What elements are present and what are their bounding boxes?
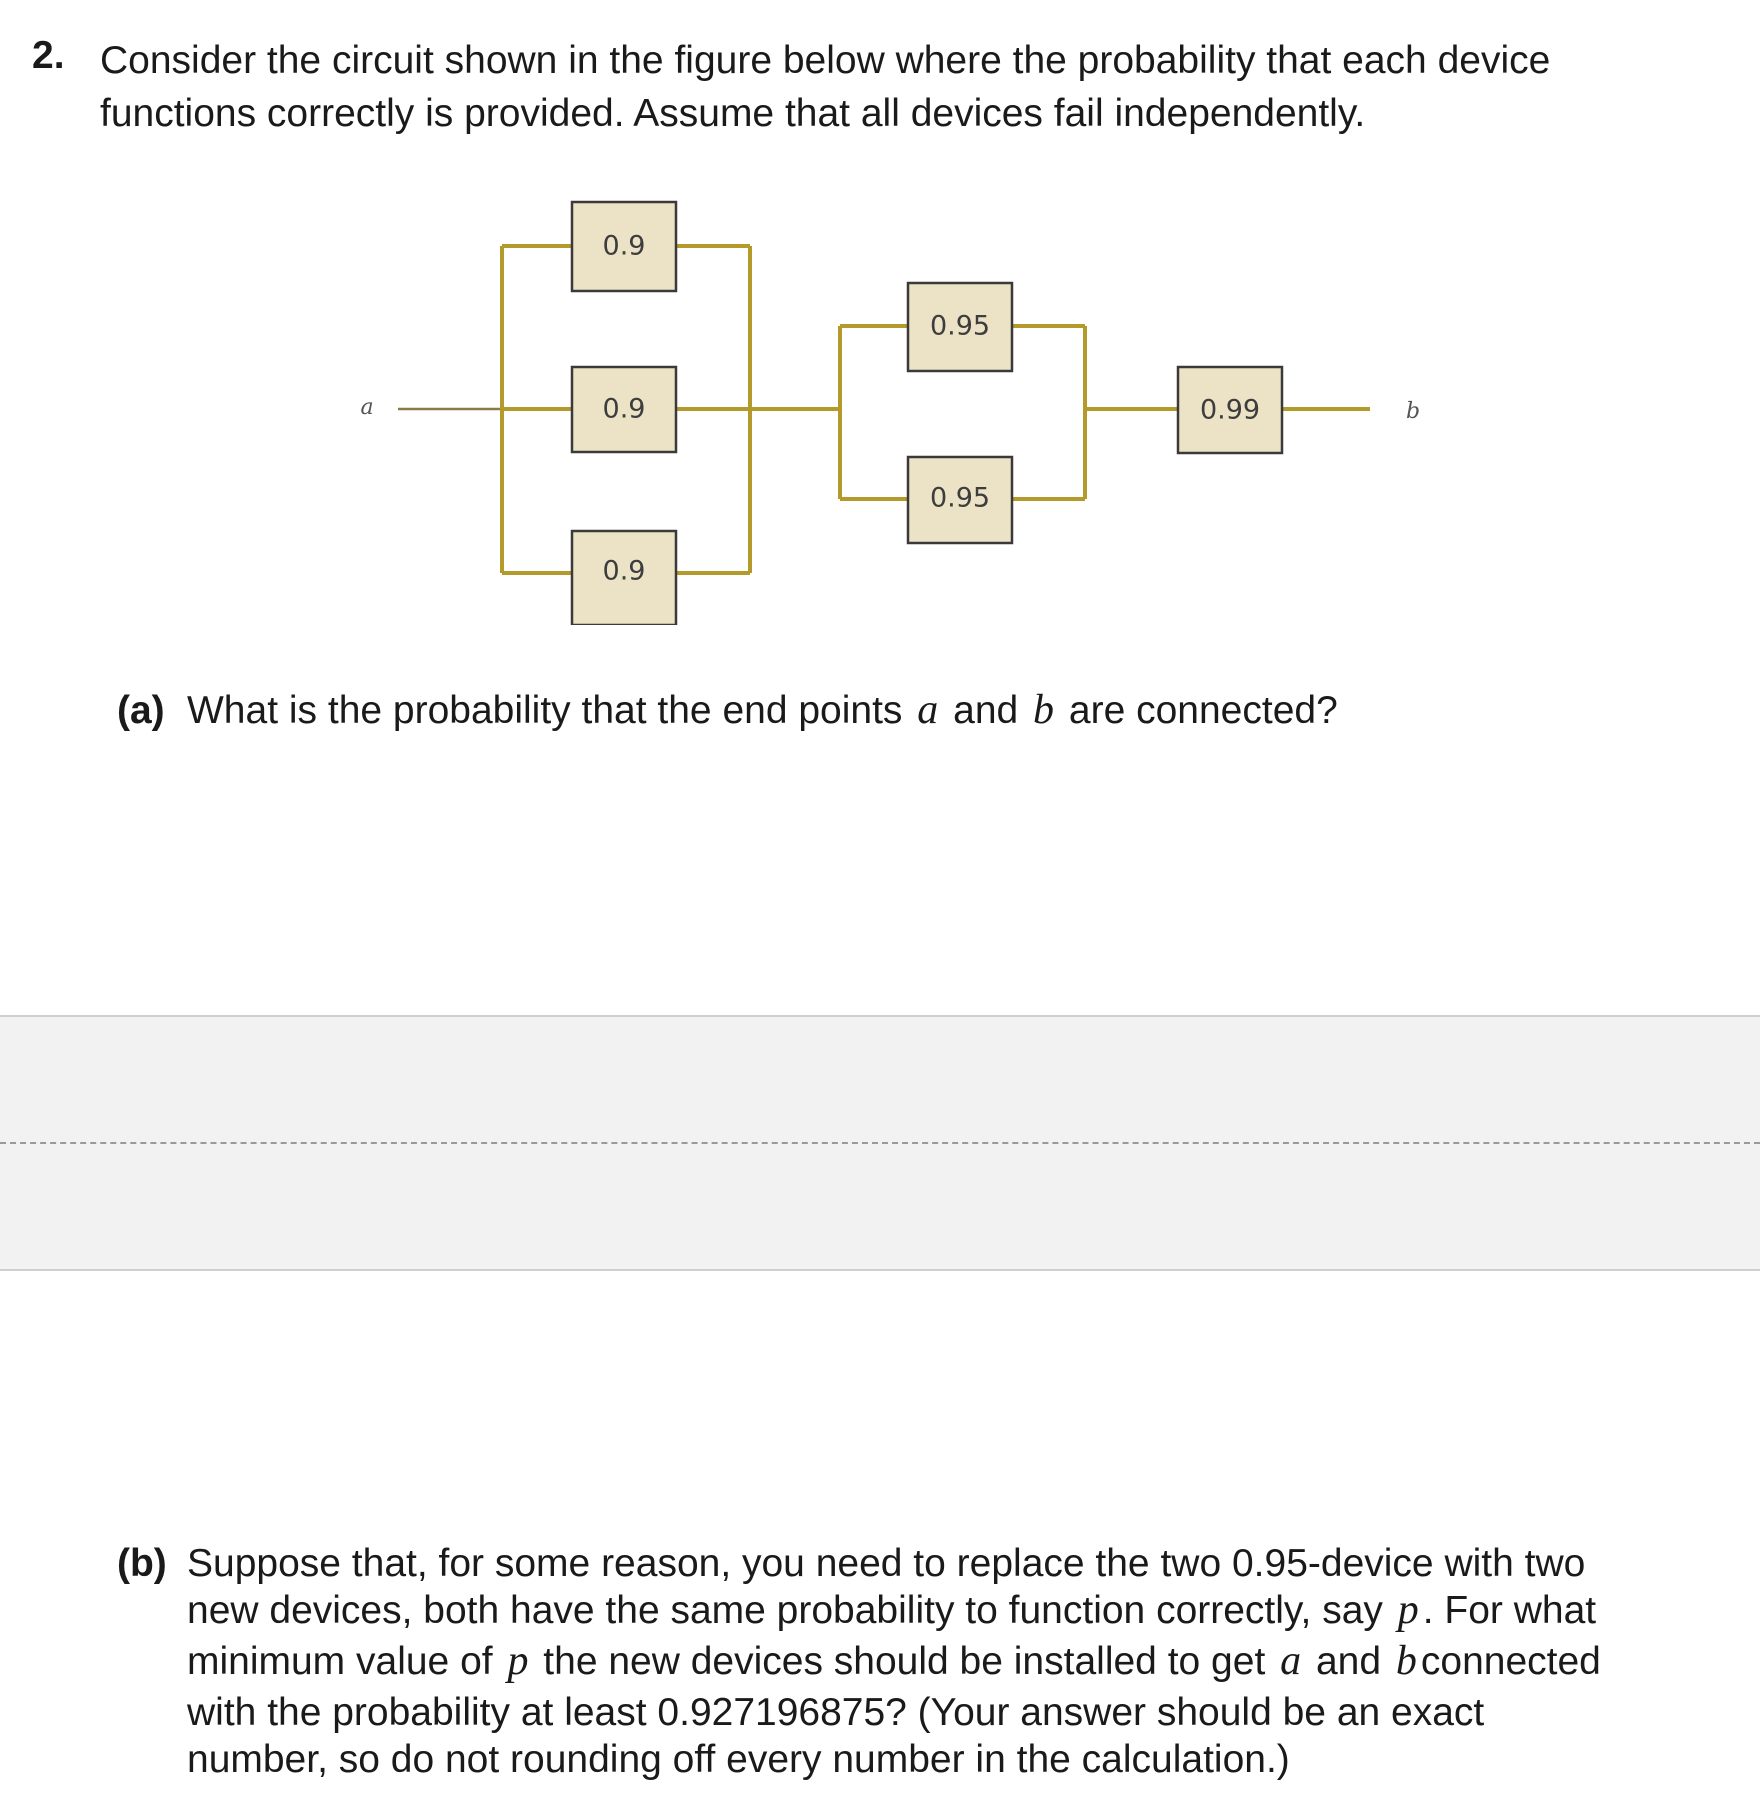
part-a-text-after: are connected?: [1068, 689, 1338, 732]
device-p2-top: [908, 283, 1012, 371]
device-probability-label: 0.95: [929, 482, 991, 514]
device-p1-mid: [572, 367, 676, 452]
variable-b: b: [1033, 687, 1055, 733]
variable-a: a: [917, 687, 939, 733]
part-b-line-2-end: . For what: [1422, 1589, 1597, 1632]
device-probability-label: 0.95: [929, 310, 991, 342]
part-a-label: (a): [117, 689, 165, 732]
variable-a: a: [1280, 1638, 1302, 1684]
question-text: [100, 34, 1700, 140]
part-b-line-2: [187, 1587, 1601, 1634]
question-line-2: functions correctly is provided. Assume that all devices fail independently.: [100, 92, 1366, 135]
device-p1-top: [572, 202, 676, 291]
device-probability-label: 0.9: [602, 230, 646, 262]
part-b-label: (b): [117, 1542, 167, 1585]
part-b-line-5: number, so do not rounding off every number in the calculation.): [187, 1738, 1290, 1781]
device-probability-label: 0.9: [602, 393, 646, 425]
part-b-line-3-text: minimum value of: [187, 1640, 493, 1683]
part-b-line-4: with the probability at least 0.927196875? (Your answer should be an exact: [187, 1691, 1485, 1734]
part-b-line-3-and: and: [1315, 1640, 1382, 1683]
part-b: [117, 1540, 1737, 1810]
variable-b: b: [1395, 1638, 1417, 1684]
device-p2-bot: [908, 457, 1012, 543]
answer-divider: [0, 1142, 1760, 1144]
device-probability-label: 0.9: [602, 555, 646, 587]
device-series: [1178, 367, 1282, 453]
answer-box[interactable]: [0, 1015, 1760, 1271]
circuit-figure: [340, 195, 1460, 625]
part-b-line-3-mid: the new devices should be installed to get: [543, 1640, 1266, 1683]
device-p1-bot: [572, 531, 676, 625]
part-b-line-3: [187, 1638, 1601, 1685]
endpoint-b-label: b: [1405, 399, 1421, 424]
part-b-line-2-text: new devices, both have the same probability to function correctly, say: [187, 1589, 1383, 1632]
part-a-question: [187, 687, 1338, 734]
variable-p: p: [1397, 1587, 1419, 1633]
part-a: [117, 687, 1717, 737]
part-a-text-before: What is the probability that the end points: [187, 689, 903, 732]
endpoint-a-label: a: [360, 395, 374, 420]
part-b-line-1: Suppose that, for some reason, you need to replace the two 0.95-device with two: [187, 1542, 1586, 1585]
part-b-line-3-end: connected: [1420, 1640, 1601, 1683]
question-line-1: Consider the circuit shown in the figure below where the probability that each device: [100, 39, 1551, 82]
part-a-text-and: and: [953, 689, 1019, 732]
variable-p: p: [507, 1638, 529, 1684]
question-number: 2.: [32, 34, 65, 77]
part-b-question: [187, 1540, 1601, 1783]
device-probability-label: 0.99: [1199, 394, 1261, 426]
circuit-diagram: [340, 195, 1460, 625]
